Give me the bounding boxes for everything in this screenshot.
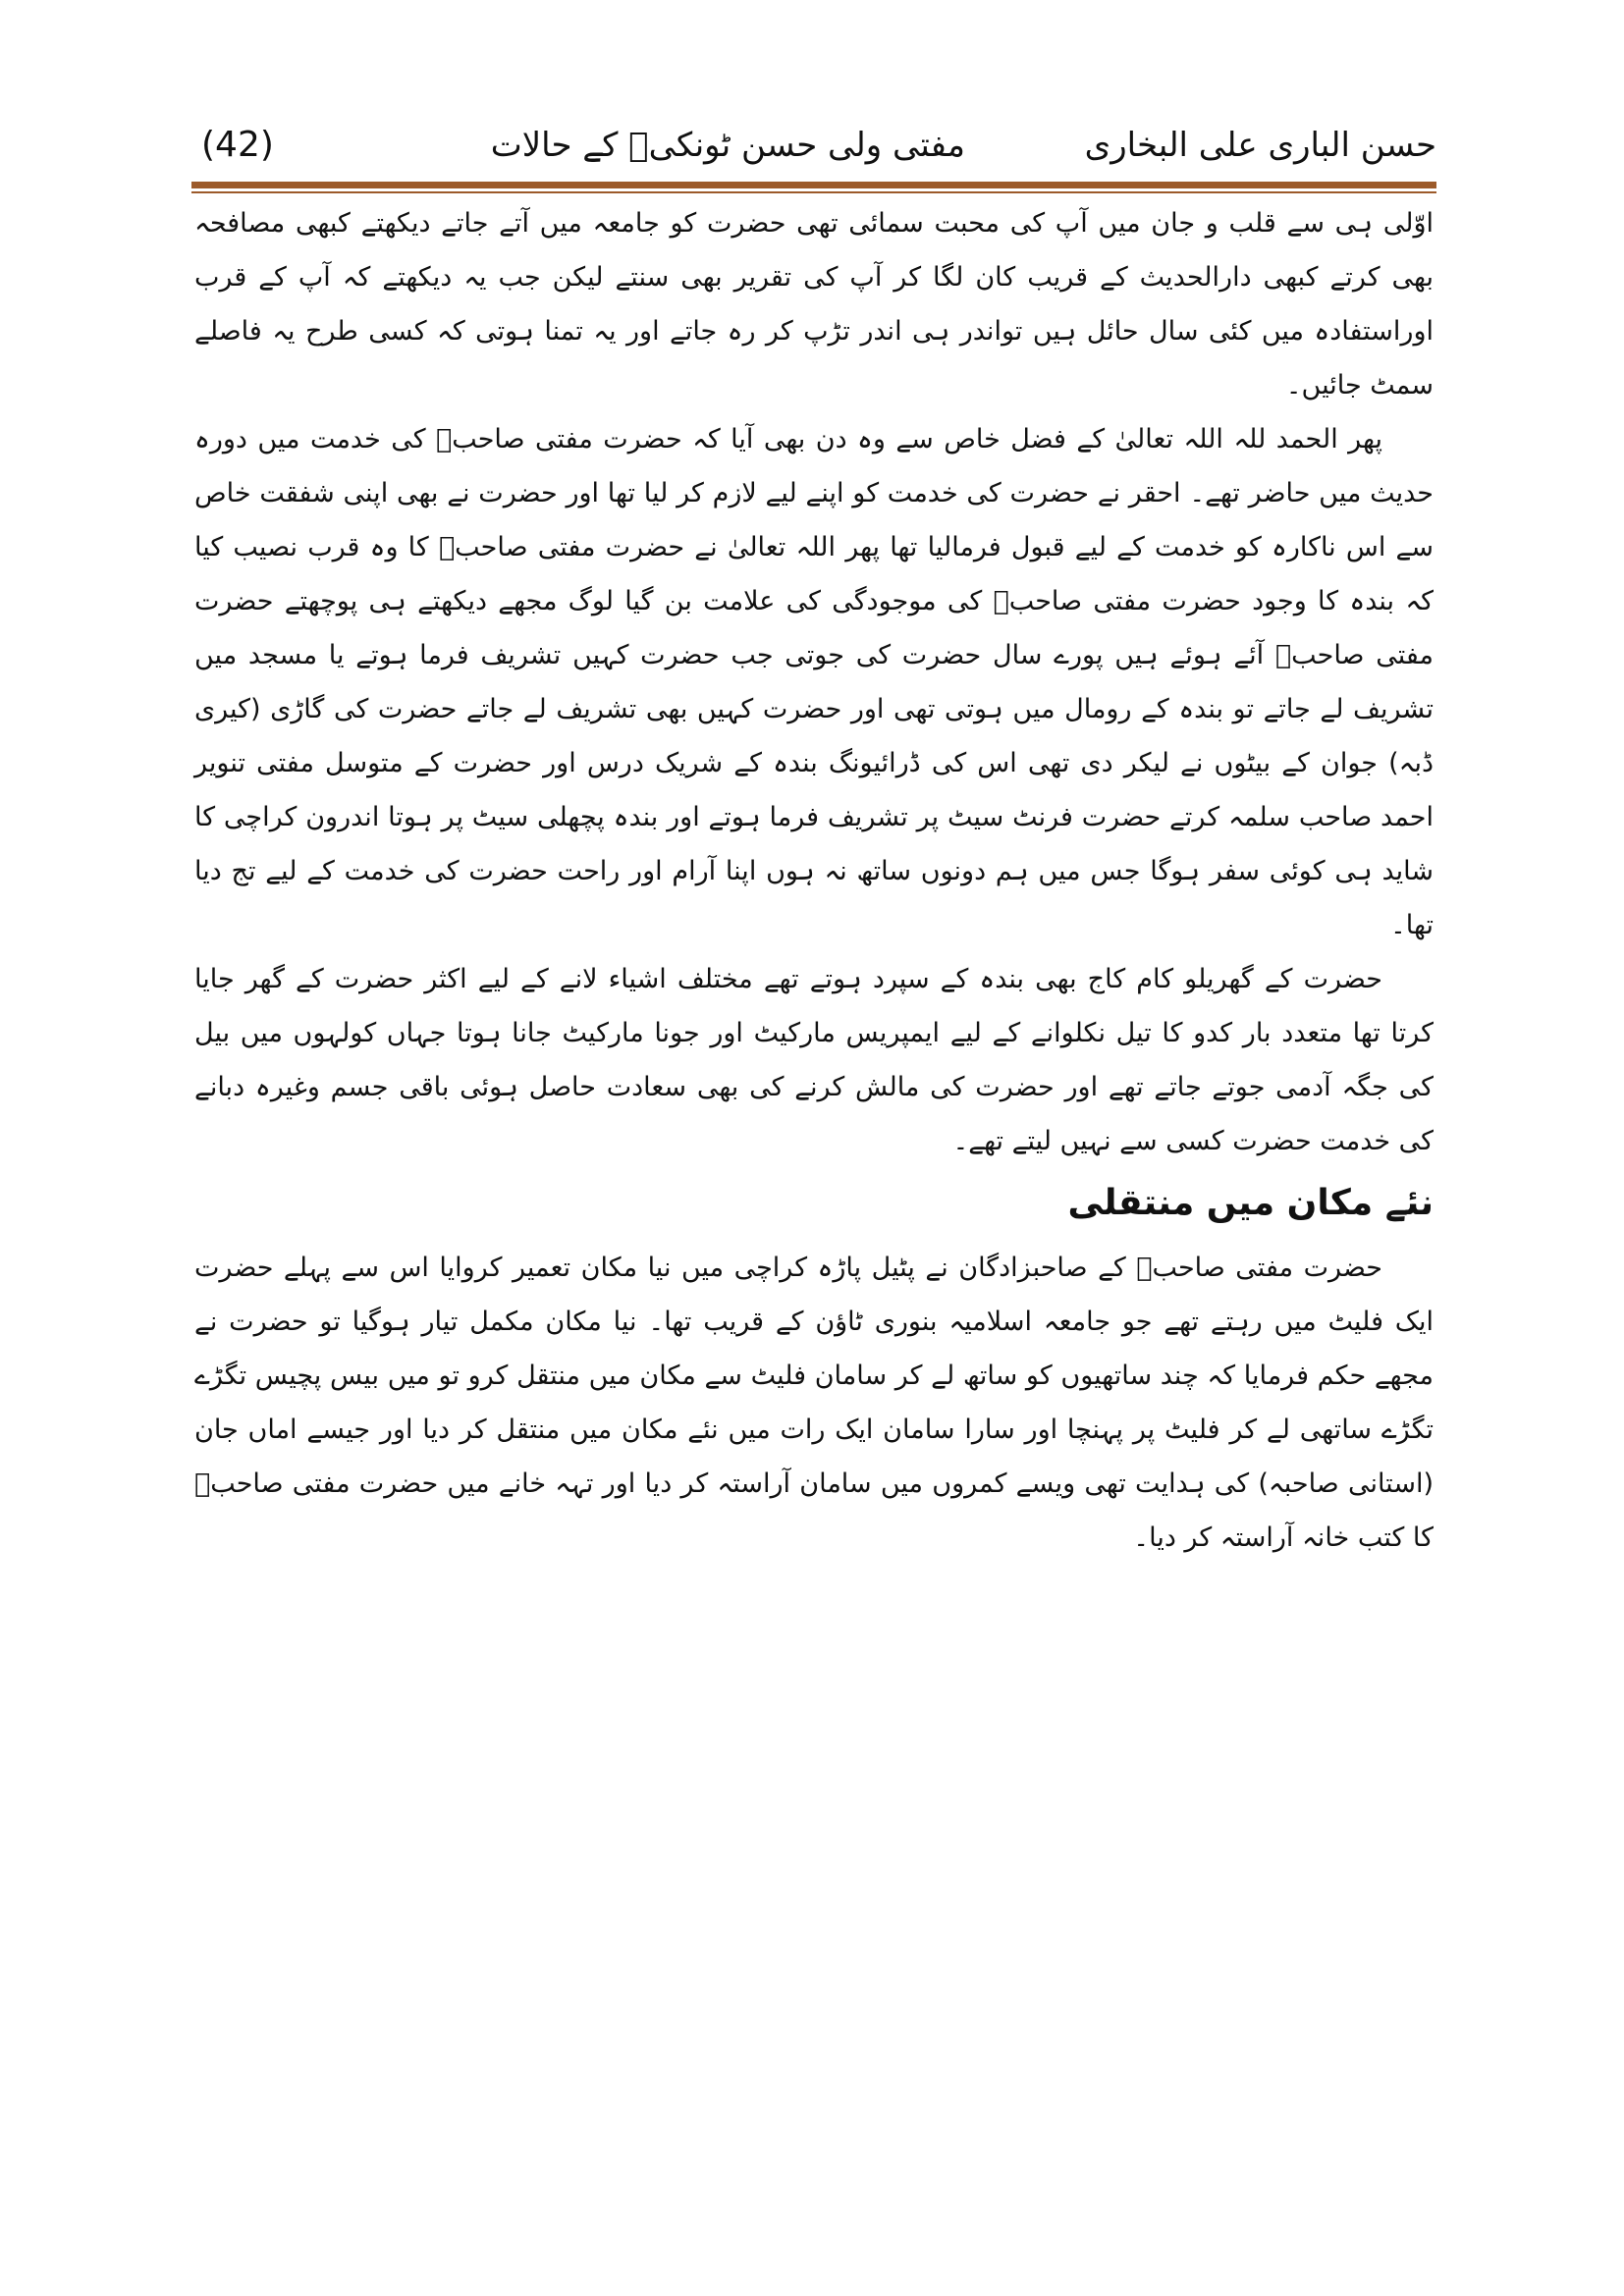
paragraph: حضرت مفتی صاحبؒ کے صاحبزادگان نے پٹیل پاڑہ کراچی میں نیا مکان تعمیر کروایا اس سے پہلے حضرت ایک فلیٹ میں رہتے تھے جو جامعہ اسلامیہ بنوری ٹاؤن کے قریب تھا۔ نیا مکان مکمل تیار ہوگیا تو حضرت نے مجھے حکم فرمایا کہ چند ساتھیوں کو ساتھ لے کر سامان فلیٹ سے مکان میں منتقل کرو تو میں بیس پچیس تگڑے تگڑے ساتھی لے کر فلیٹ پر پہنچا اور سارا سامان ایک رات میں نئے مکان میں منتقل کر دیا اور جیسے اماں جان (استانی صاحبہ) کی ہدایت تھی ویسے کمروں میں سامان آراستہ کر دیا اور تہہ خانے میں حضرت مفتی صاحبؒ کا کتب خانہ آراستہ کر دیا۔ — [194, 1253, 1434, 1553]
header-rule-thick — [191, 182, 1436, 188]
page-body — [194, 196, 1434, 1565]
paragraph: پھر الحمد للہ اللہ تعالیٰ کے فضل خاص سے وہ دن بھی آیا کہ حضرت مفتی صاحبؒ کی خدمت میں دورہ حدیث میں حاضر تھے۔ احقر نے حضرت کی خدمت کو اپنے لیے لازم کر لیا تھا اور حضرت نے بھی اپنی شفقت خاص سے اس ناکارہ کو خدمت کے لیے قبول فرمالیا تھا پھر اللہ تعالیٰ نے حضرت مفتی صاحبؒ کا وہ قرب نصیب کیا کہ بندہ کا وجود حضرت مفتی صاحبؒ کی موجودگی کی علامت بن گیا لوگ مجھے دیکھتے ہی پوچھتے حضرت مفتی صاحبؒ آئے ہوئے ہیں پورے سال حضرت کی جوتی جب حضرت کہیں تشریف فرما ہوتے یا مسجد میں تشریف لے جاتے تو بندہ کے رومال میں ہوتی تھی اور حضرت کہیں بھی تشریف لے جاتے حضرت کی گاڑی (کیری ڈبہ) جوان کے بیٹوں نے لیکر دی تھی اس کی ڈرائیونگ بندہ کے شریک درس اور حضرت کے متوسل مفتی تنویر احمد صاحب سلمہ کرتے حضرت فرنٹ سیٹ پر تشریف فرما ہوتے اور بندہ پچھلی سیٹ پر ہوتا اندرون کراچی کا شاید ہی کوئی سفر ہوگا جس میں ہم دونوں ساتھ نہ ہوں اپنا آرام اور راحت حضرت کی خدمت کے لیے تج دیا تھا۔ — [194, 424, 1434, 940]
paragraph: حضرت کے گھریلو کام کاج بھی بندہ کے سپرد ہوتے تھے مختلف اشیاء لانے کے لیے اکثر حضرت کے گھر جایا کرتا تھا متعدد بار کدو کا تیل نکلوانے کے لیے ایمپریس مارکیٹ اور جونا مارکیٹ جانا ہوتا جہاں کولہوں میں بیل کی جگہ آدمی جوتے جاتے تھے اور حضرت کی مالش کرنے کی بھی سعادت حاصل ہوئی باقی جسم وغیرہ دبانے کی خدمت حضرت کسی سے نہیں لیتے تھے۔ — [194, 964, 1434, 1156]
chapter-title: مفتی ولی حسن ٹونکیؒ کے حالات — [490, 126, 965, 165]
page-header — [191, 116, 1436, 175]
paragraph: اوّلی ہی سے قلب و جان میں آپ کی محبت سمائی تھی حضرت کو جامعہ میں آتے جاتے دیکھتے کبھی مصافحہ بھی کرتے کبھی دارالحدیث کے قریب کان لگا کر آپ کی تقریر بھی سنتے لیکن جب یہ دیکھتے کہ آپ کے قرب اوراستفادہ میں کئی سال حائل ہیں تواندر ہی اندر تڑپ کر رہ جاتے اور یہ تمنا ہوتی کہ کسی طرح یہ فاصلے سمٹ جائیں۔ — [194, 208, 1434, 400]
page-number: (42) — [201, 125, 274, 165]
book-title: حسن الباری علی البخاری — [1084, 126, 1436, 165]
section-heading: نئے مکان میں منتقلی — [1067, 1183, 1434, 1223]
header-rule-thin — [191, 191, 1436, 193]
